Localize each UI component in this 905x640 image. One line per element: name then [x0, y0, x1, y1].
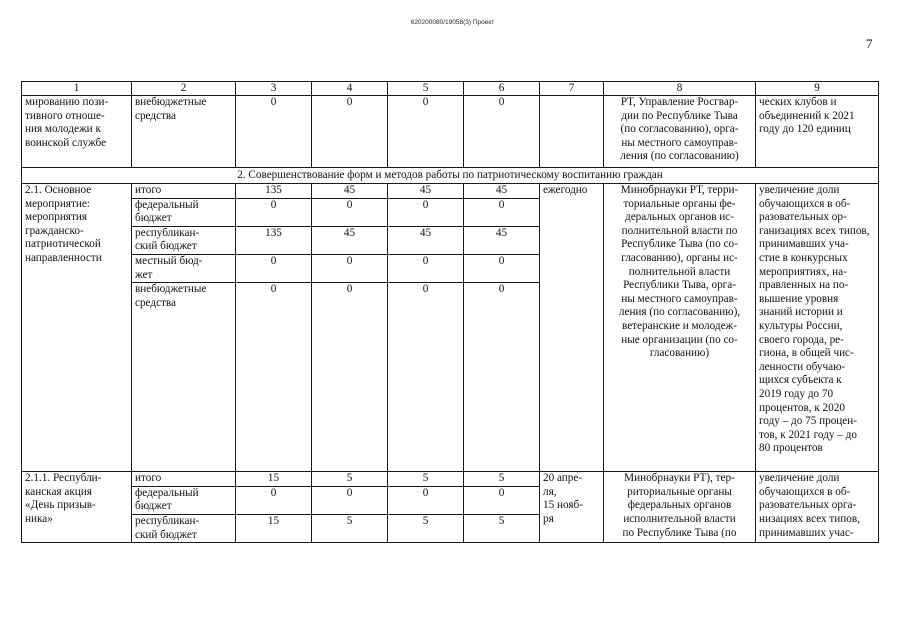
amount-2019-cell: 5	[312, 514, 388, 542]
amount-2020-cell: 0	[388, 486, 464, 514]
column-header: 6	[464, 82, 540, 96]
deadline-cell: ежегодно	[540, 184, 604, 472]
activity-name-cell: 2.1. Основное мероприятие: мероприятия гражданско- патриотической направленности	[22, 184, 132, 472]
amount-2019-cell: 5	[312, 472, 388, 487]
column-header: 4	[312, 82, 388, 96]
amount-2021-cell: 0	[464, 96, 540, 168]
deadline-cell	[540, 96, 604, 168]
amount-total-cell: 135	[236, 226, 312, 254]
funding-source-cell: федеральный бюджет	[132, 198, 236, 226]
amount-2019-cell: 0	[312, 486, 388, 514]
result-cell: ческих клубов и объединений к 2021 году до 120 единиц	[756, 96, 879, 168]
amount-2021-cell: 45	[464, 226, 540, 254]
column-header: 5	[388, 82, 464, 96]
funding-source-cell: итого	[132, 472, 236, 487]
amount-2020-cell: 0	[388, 283, 464, 472]
amount-2021-cell: 0	[464, 254, 540, 282]
section-row	[22, 168, 879, 184]
column-header: 9	[756, 82, 879, 96]
amount-total-cell: 0	[236, 486, 312, 514]
amount-2021-cell: 0	[464, 283, 540, 472]
amount-2020-cell: 5	[388, 514, 464, 542]
page-number: 7	[866, 36, 873, 51]
column-header: 2	[132, 82, 236, 96]
amount-2020-cell: 45	[388, 226, 464, 254]
amount-total-cell: 135	[236, 184, 312, 199]
responsible-cell: Минобрнауки РТ), тер- риториальные органы федеральных органов исполнительной власти по Республике Тыва (по	[604, 472, 756, 543]
column-header: 3	[236, 82, 312, 96]
amount-2020-cell: 0	[388, 96, 464, 168]
amount-2021-cell: 45	[464, 184, 540, 199]
amount-2020-cell: 0	[388, 198, 464, 226]
section-title: 2. Совершенствование форм и методов работы по патриотическому воспитанию граждан	[22, 168, 879, 184]
amount-2019-cell: 0	[312, 96, 388, 168]
amount-total-cell: 0	[236, 254, 312, 282]
responsible-cell: Минобрнауки РТ, терри- ториальные органы фе- деральных органов ис- полнительной власти по Республике Тыва (по со- гласованию), органы ис- полнительной власти Республики Тыва, орга- ны местного самоуправ- ления (по согласованию), ветеранские и молодеж- ные организации (по со- гласованию)	[604, 184, 756, 472]
amount-2021-cell: 0	[464, 486, 540, 514]
deadline-cell: 20 апре- ля, 15 нояб- ря	[540, 472, 604, 543]
table-row	[22, 184, 879, 199]
amount-2019-cell: 0	[312, 283, 388, 472]
amount-2021-cell: 5	[464, 514, 540, 542]
activity-name-cell: 2.1.1. Республи- канская акция «День призыв- ника»	[22, 472, 132, 543]
amount-total-cell: 15	[236, 472, 312, 487]
amount-2021-cell: 5	[464, 472, 540, 487]
funding-source-cell: внебюджетные средства	[132, 96, 236, 168]
amount-2020-cell: 45	[388, 184, 464, 199]
column-header: 8	[604, 82, 756, 96]
funding-source-cell: республикан- ский бюджет	[132, 226, 236, 254]
amount-2020-cell: 0	[388, 254, 464, 282]
amount-total-cell: 15	[236, 514, 312, 542]
funding-source-cell: республикан- ский бюджет	[132, 514, 236, 542]
funding-source-cell: внебюджетные средства	[132, 283, 236, 472]
amount-2020-cell: 5	[388, 472, 464, 487]
amount-2021-cell: 0	[464, 198, 540, 226]
column-header: 1	[22, 82, 132, 96]
funding-source-cell: местный бюд- жет	[132, 254, 236, 282]
amount-total-cell: 0	[236, 198, 312, 226]
column-number-row	[22, 82, 879, 96]
responsible-cell: РТ, Управление Росгвар- дии по Республике Тыва (по согласованию), орга- ны местного самоуправ- ления (по согласованию)	[604, 96, 756, 168]
program-activities-table	[21, 81, 879, 543]
result-cell: увеличение доли обучающихся в об- разовательных орга- низациях всех типов, принимавших учас-	[756, 472, 879, 543]
result-cell: увеличение доли обучающихся в об- разовательных ор- ганизациях всех типов, принимавших уча- стие в конкурсных мероприятиях, на- правленных на по- вышение уровня знаний истории и культуры России, своего города, ре- гиона, в общей чис- ленности обучаю- щихся субъекта к 2019 году до 70 процентов, к 2020 году – до 75 процен- тов, к 2021 году – до 80 процентов	[756, 184, 879, 472]
funding-source-cell: итого	[132, 184, 236, 199]
amount-2019-cell: 45	[312, 184, 388, 199]
amount-2019-cell: 0	[312, 198, 388, 226]
funding-source-cell: федеральный бюджет	[132, 486, 236, 514]
amount-total-cell: 0	[236, 96, 312, 168]
column-header: 7	[540, 82, 604, 96]
table-row	[22, 472, 879, 487]
document-id-header: 620200080/19058(3) Проект	[410, 19, 495, 26]
amount-2019-cell: 45	[312, 226, 388, 254]
amount-total-cell: 0	[236, 283, 312, 472]
amount-2019-cell: 0	[312, 254, 388, 282]
activity-name-cell: мированию пози- тивного отноше- ния молодежи к воинской службе	[22, 96, 132, 168]
table-row	[22, 96, 879, 168]
